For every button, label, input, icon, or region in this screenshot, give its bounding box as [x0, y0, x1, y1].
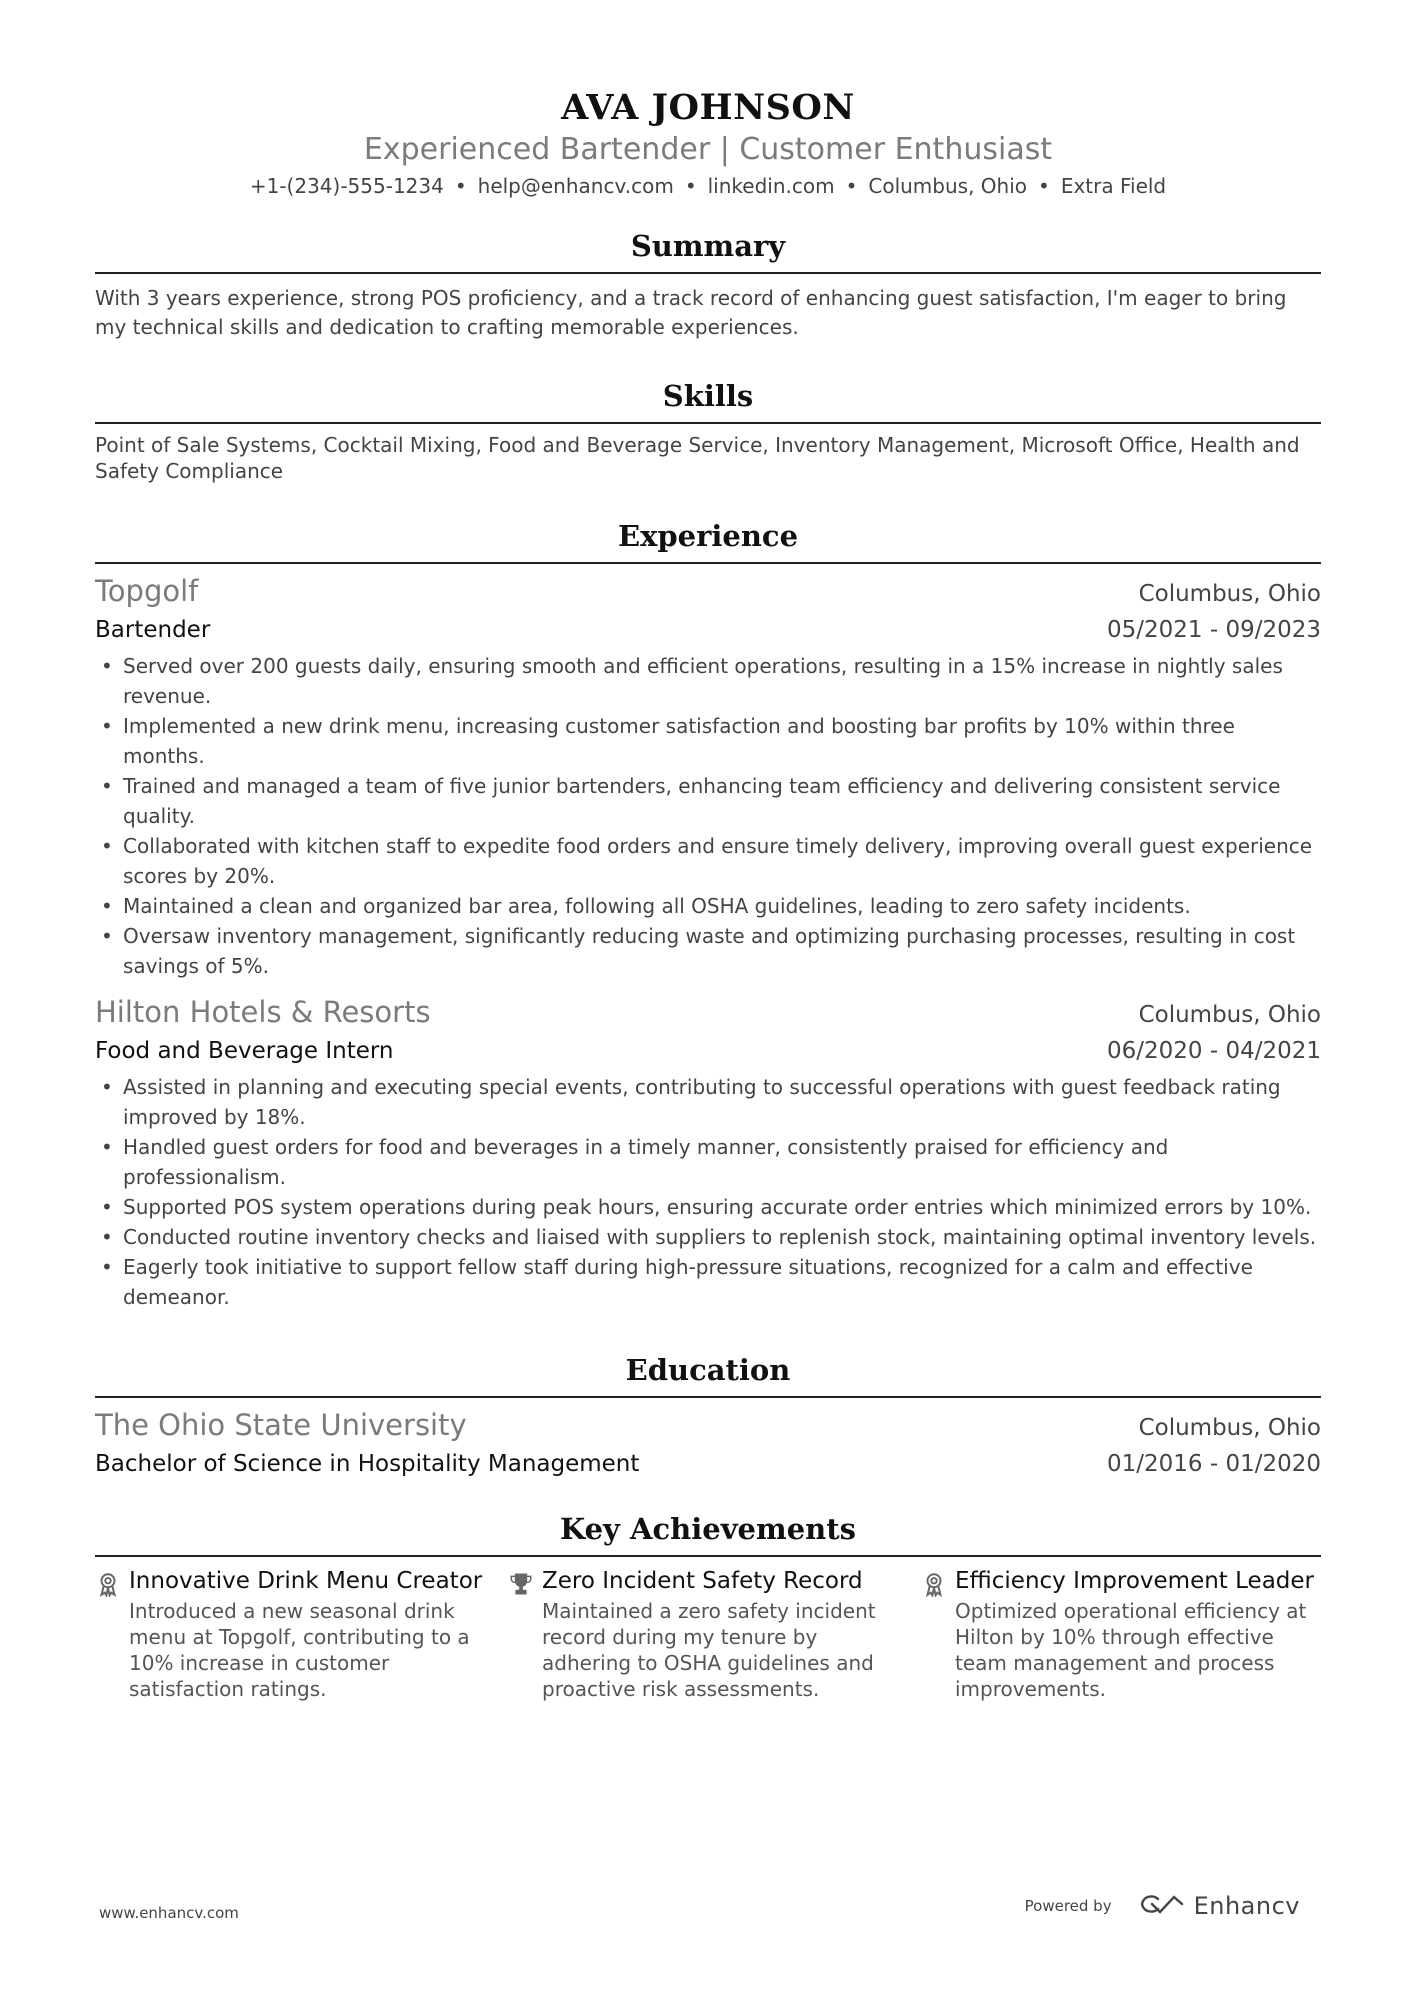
skills-text: Point of Sale Systems, Cocktail Mixing, Food and Beverage Service, Inventory Management, Microsoft Office, Health and Safety Compliance: [95, 433, 1300, 483]
summary-text: With 3 years experience, strong POS proficiency, and a track record of enhancing guest satisfaction, I'm eager to bring my technical skills and dedication to crafting memorable experiences.: [95, 286, 1287, 339]
skills-section: [95, 376, 1321, 484]
achievement-item: [95, 1567, 495, 1702]
contact-linkedin[interactable]: linkedin.com: [707, 174, 835, 198]
job-role: Bartender: [95, 617, 211, 643]
section-divider: [95, 1396, 1321, 1398]
bullet-item: • Assisted in planning and executing special events, contributing to successful operations with guest feedback rating improved by 18%.: [101, 1075, 1281, 1129]
job-location: Columbus, Ohio: [1138, 1002, 1321, 1028]
separator-dot: •: [454, 174, 467, 198]
job-dates: 06/2020 - 04/2021: [1106, 1038, 1321, 1064]
job-dates: 05/2021 - 09/2023: [1106, 617, 1321, 643]
job-company: Topgolf: [95, 574, 199, 608]
achievement-item: [508, 1567, 908, 1702]
bullet-item: • Supported POS system operations during peak hours, ensuring accurate order entries which minimized errors by 10%.: [101, 1195, 1312, 1219]
contact-line: [95, 172, 1321, 200]
section-heading-education: Education: [625, 1353, 791, 1387]
section-divider: [95, 422, 1321, 424]
resume-page: [95, 0, 1321, 1702]
trophy-icon: [508, 1567, 542, 1702]
job-location: Columbus, Ohio: [1138, 581, 1321, 607]
achievement-text: Optimized operational efficiency at Hilton by 10% through effective team management and process improvements.: [955, 1599, 1307, 1701]
enhancv-logo-icon: [1138, 1892, 1186, 1920]
achievement-title: Zero Incident Safety Record: [542, 1568, 863, 1594]
section-heading-summary: Summary: [630, 229, 786, 263]
achievement-text: Introduced a new seasonal drink menu at Topgolf, contributing to a 10% increase in customer satisfaction ratings.: [129, 1599, 470, 1701]
separator-dot: •: [684, 174, 697, 198]
section-heading-achievements: Key Achievements: [560, 1512, 856, 1546]
job-company: Hilton Hotels & Resorts: [95, 995, 431, 1029]
achievement-text: Maintained a zero safety incident record during my tenure by adhering to OSHA guidelines and proactive risk assessments.: [542, 1599, 876, 1701]
education-degree: Bachelor of Science in Hospitality Management: [95, 1451, 640, 1477]
candidate-name: AVA JOHNSON: [561, 87, 855, 128]
section-divider: [95, 272, 1321, 274]
section-heading-experience: Experience: [617, 519, 799, 553]
education-location: Columbus, Ohio: [1138, 1415, 1321, 1441]
separator-dot: •: [845, 174, 858, 198]
section-divider: [95, 562, 1321, 564]
bullet-item: • Eagerly took initiative to support fellow staff during high-pressure situations, recognized for a calm and effective demeanor.: [101, 1255, 1253, 1309]
brand-name[interactable]: Enhancv: [1193, 1892, 1300, 1920]
bullet-item: • Conducted routine inventory checks and liaised with suppliers to replenish stock, maintaining optimal inventory levels.: [101, 1225, 1317, 1249]
education-dates: 01/2016 - 01/2020: [1106, 1451, 1321, 1477]
job-bullets: [95, 1072, 1321, 1312]
bullet-item: • Collaborated with kitchen staff to expedite food orders and ensure timely delivery, improving overall guest experience scores by 20%.: [101, 834, 1313, 888]
achievement-title: Innovative Drink Menu Creator: [129, 1568, 483, 1594]
job-role: Food and Beverage Intern: [95, 1038, 394, 1064]
achievement-item: [921, 1567, 1321, 1702]
contact-phone[interactable]: +1-(234)-555-1234: [249, 174, 444, 198]
achievements-grid: [95, 1567, 1321, 1702]
job-entry: [95, 993, 1321, 1312]
bullet-item: • Handled guest orders for food and beverages in a timely manner, consistently praised for efficiency and professionalism.: [101, 1135, 1169, 1189]
achievements-section: [95, 1509, 1321, 1702]
bullet-item: • Trained and managed a team of five junior bartenders, enhancing team efficiency and delivering consistent service quality.: [101, 774, 1281, 828]
bullet-item: • Served over 200 guests daily, ensuring smooth and efficient operations, resulting in a 15% increase in nightly sales revenue.: [101, 654, 1283, 708]
candidate-title: Experienced Bartender | Customer Enthusiast: [363, 132, 1053, 167]
powered-by-label: Powered by: [1024, 1897, 1112, 1915]
section-divider: [95, 1555, 1321, 1557]
award-icon: [95, 1567, 129, 1702]
award-icon: [921, 1567, 955, 1702]
bullet-item: • Oversaw inventory management, significantly reducing waste and optimizing purchasing processes, resulting in cost savings of 5%.: [101, 924, 1296, 978]
footer-branding: [1025, 1892, 1300, 1920]
education-entry: [95, 1406, 1321, 1481]
education-school: The Ohio State University: [95, 1408, 467, 1442]
contact-email[interactable]: help@enhancv.com: [477, 174, 674, 198]
footer-website-link[interactable]: www.enhancv.com: [99, 1904, 239, 1922]
achievement-title: Efficiency Improvement Leader: [955, 1568, 1314, 1594]
job-bullets: [95, 651, 1321, 981]
job-entry: [95, 572, 1321, 981]
summary-section: [95, 226, 1321, 342]
separator-dot: •: [1038, 174, 1050, 198]
section-heading-skills: Skills: [662, 379, 754, 413]
contact-extra: Extra Field: [1060, 174, 1167, 198]
contact-location: Columbus, Ohio: [868, 174, 1028, 198]
education-section: [95, 1350, 1321, 1481]
bullet-item: • Implemented a new drink menu, increasing customer satisfaction and boosting bar profits by 10% within three months.: [101, 714, 1235, 768]
bullet-item: • Maintained a clean and organized bar area, following all OSHA guidelines, leading to zero safety incidents.: [101, 894, 1191, 918]
experience-section: [95, 516, 1321, 1312]
